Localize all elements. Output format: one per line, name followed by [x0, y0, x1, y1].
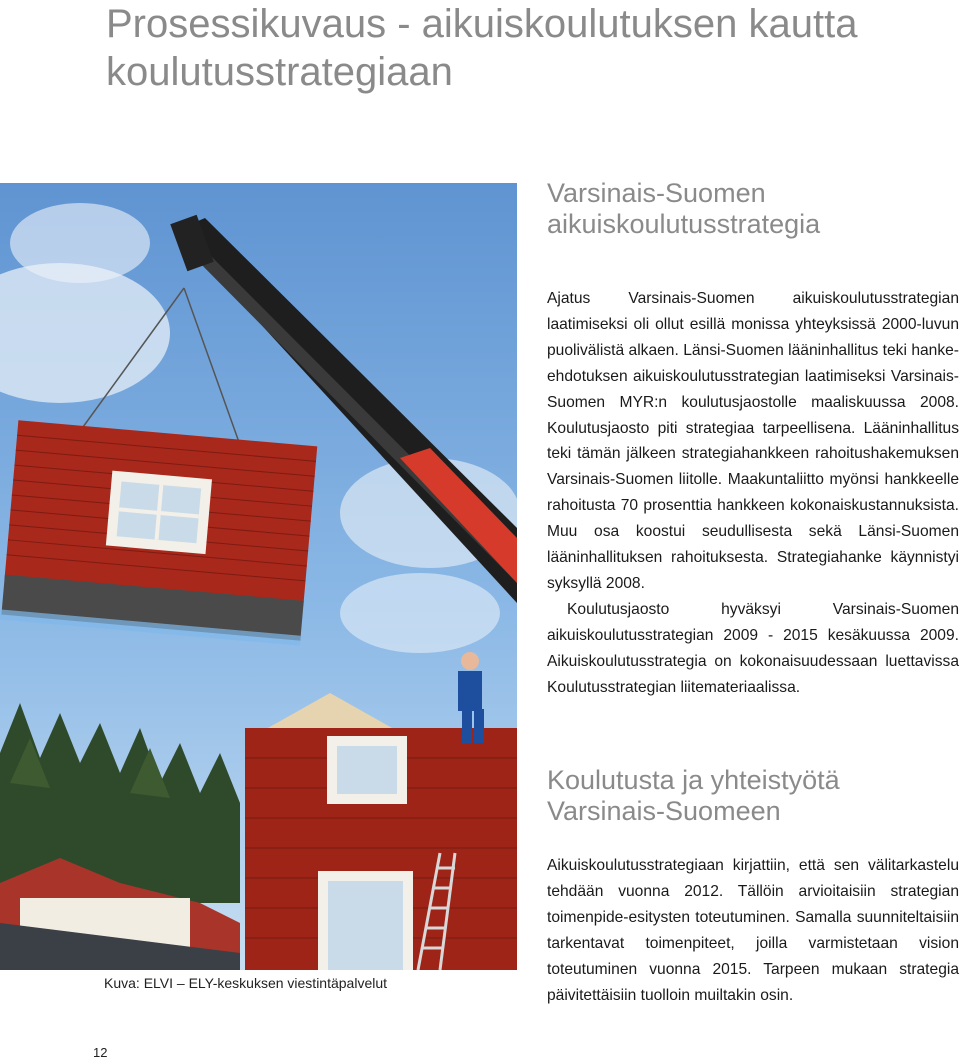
page-number: 12	[93, 1045, 108, 1060]
crane-lifting-house-photo	[0, 183, 517, 970]
section-heading-aikuiskoulutusstrategia: Varsinais-Suomen aikuiskoulutusstrategia	[547, 178, 821, 239]
section-body-koulutusta-ja-yhteistyota	[547, 853, 959, 1008]
section-heading-koulutusta-ja-yhteistyota: Koulutusta ja yhteistyötä Varsinais-Suomeen	[547, 765, 840, 826]
paragraph: Ajatus Varsinais-Suomen aikuiskoulutusstrategian laatimiseksi oli ollut esillä monissa yhteyksissä 2000-luvun puolivälistä alkaen. Länsi-Suomen lääninhallitus teki hanke-ehdotuksen aikuiskoulutusstrategian laatimiseksi Varsinais-Suomen MYR:n koulutusjaostolle maaliskuussa 2008. Koulutusjaosto piti strategiaa tarpeellisena. Lääninhallitus teki tämän jälkeen strategiahankkeen rahoitushakemuksen Varsinais-Suomen liitolle. Maakuntaliitto myönsi hankkeelle rahoitusta 70 prosenttia hankkeen kokonaiskustannuksista. Muu osa koostui seudullisesta sekä Länsi-Suomen lääninhallituksen rahoituksesta. Strategiahanke käynnistyi syksyllä 2008.	[547, 290, 959, 592]
page-title: Prosessikuvaus - aikuiskoulutuksen kautta koulutusstrategiaan	[106, 2, 858, 94]
section-body-aikuiskoulutusstrategia	[547, 286, 959, 701]
photo-caption: Kuva: ELVI – ELY-keskuksen viestintäpalvelut	[104, 975, 388, 991]
paragraph: Aikuiskoulutusstrategiaan kirjattiin, että sen välitarkastelu tehdään vuonna 2012. Tällöin arvioitaisiin strategian toimenpide-esitysten toteutuminen. Samalla suunniteltaisiin tarkentavat toimenpiteet, joilla varmistetaan vision toteutuminen vuonna 2015. Tarpeen mukaan strategia päivitettäisiin tuolloin muiltakin osin.	[547, 857, 959, 1004]
photo-crane-house	[0, 183, 517, 970]
paragraph: Koulutusjaosto hyväksyi Varsinais-Suomen aikuiskoulutusstrategian 2009 - 2015 kesäkuussa 2009. Aikuiskoulutusstrategia on kokonaisuudessaan luettavissa Koulutusstrategian liitemateriaalissa.	[547, 600, 959, 696]
